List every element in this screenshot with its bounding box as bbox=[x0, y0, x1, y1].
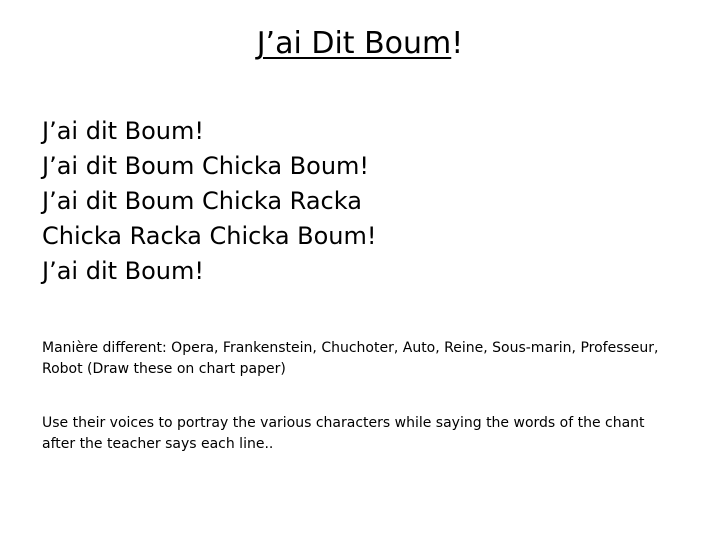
chant-line: Chicka Racka Chicka Boum! bbox=[42, 222, 377, 250]
instructions-paragraph: Use their voices to portray the various characters while saying the words of the chant after the teacher says each line.. bbox=[42, 415, 645, 452]
chant-line: J’ai dit Boum Chicka Racka bbox=[42, 187, 362, 215]
chant-line: J’ai dit Boum! bbox=[42, 257, 205, 285]
slide-title-exclamation: ! bbox=[451, 26, 464, 61]
chant-line: J’ai dit Boum! bbox=[42, 117, 205, 145]
chant-lines bbox=[42, 114, 682, 289]
slide-title bbox=[0, 22, 720, 66]
chant-line: J’ai dit Boum Chicka Boum! bbox=[42, 152, 370, 180]
slide-title-underlined: J’ai Dit Boum bbox=[256, 26, 452, 61]
manners-paragraph: Manière different: Opera, Frankenstein, Chuchoter, Auto, Reine, Sous-marin, Professeur, Robot (Draw these on chart paper) bbox=[42, 340, 659, 377]
